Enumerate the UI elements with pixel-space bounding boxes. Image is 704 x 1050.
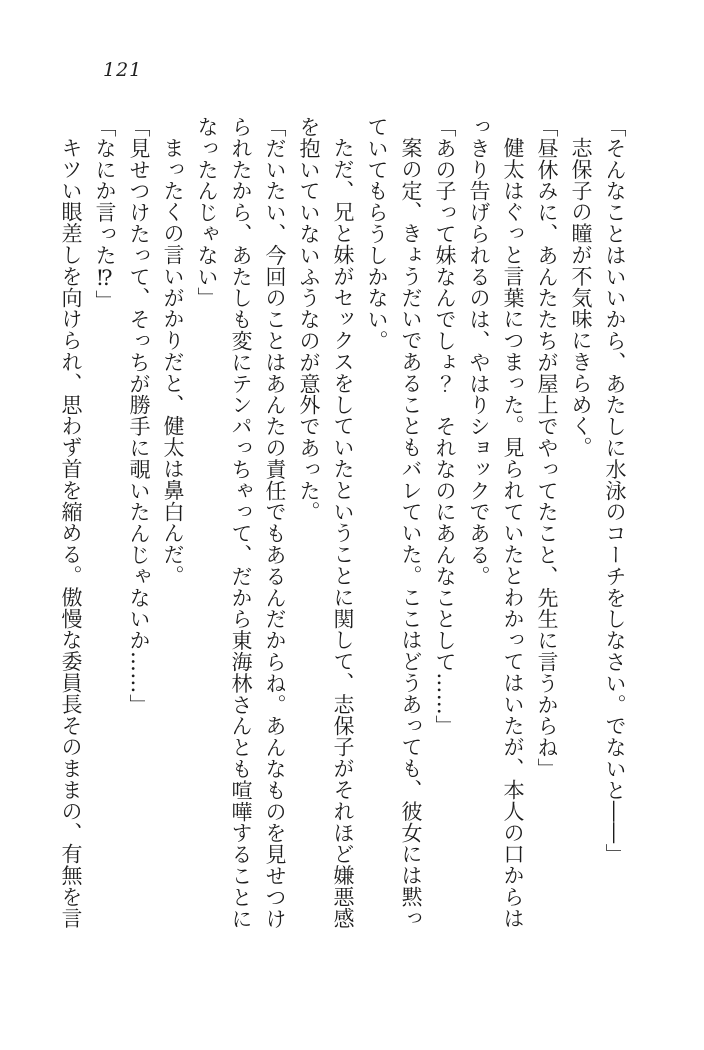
text-line: られたから、あたしも変にテンパっちゃって、だから東海林さんとも喧嘩することに xyxy=(229,116,253,930)
text-line: 志保子の瞳が不気味にきらめく。 xyxy=(569,137,593,458)
text-line: 案の定、きょうだいであることもバレていた。ここはどうあっても、彼女には黙っ xyxy=(399,137,423,929)
text-line: 「そんなことはいいから、あたしに水泳のコーチをしなさい。でないと――」 xyxy=(603,116,627,865)
page-number: 121 xyxy=(103,59,143,81)
text-line: 「見せつけたって、そっちが勝手に覗いたんじゃないか……」 xyxy=(127,116,151,716)
text-line: 「あの子って妹なんでしょ？ それなのにあんなことして……」 xyxy=(433,116,457,737)
text-line: なったんじゃない」 xyxy=(195,116,219,309)
text-line: ただ、兄と妹がセックスをしていたということに関して、志保子がそれほど嫌悪感 xyxy=(331,137,355,929)
text-line: キツい眼差しを向けられ、思わず首を縮める。傲慢な委員長そのままの、有無を言 xyxy=(59,137,83,929)
text-line: 「なにか言った⁉」 xyxy=(93,116,117,312)
text-line: ていてもらうしかない。 xyxy=(365,116,389,352)
text-line: を抱いていないふうなのが意外であった。 xyxy=(297,116,321,523)
text-line: 「昼休みに、あんたたちが屋上でやってたこと、先生に言うからね」 xyxy=(535,116,559,780)
text-block xyxy=(0,116,704,946)
text-line: 「だいたい、今回のことはあんたの責任でもあるんだからね。あんなものを見せつけ xyxy=(263,116,287,930)
text-line: っきり告げられるのは、やはりショックである。 xyxy=(467,116,491,587)
text-line: まったくの言いがかりだと、健太は鼻白んだ。 xyxy=(161,137,185,587)
text-line: 健太はぐっと言葉につまった。見られていたとわかってはいたが、本人の口からは xyxy=(501,137,525,929)
